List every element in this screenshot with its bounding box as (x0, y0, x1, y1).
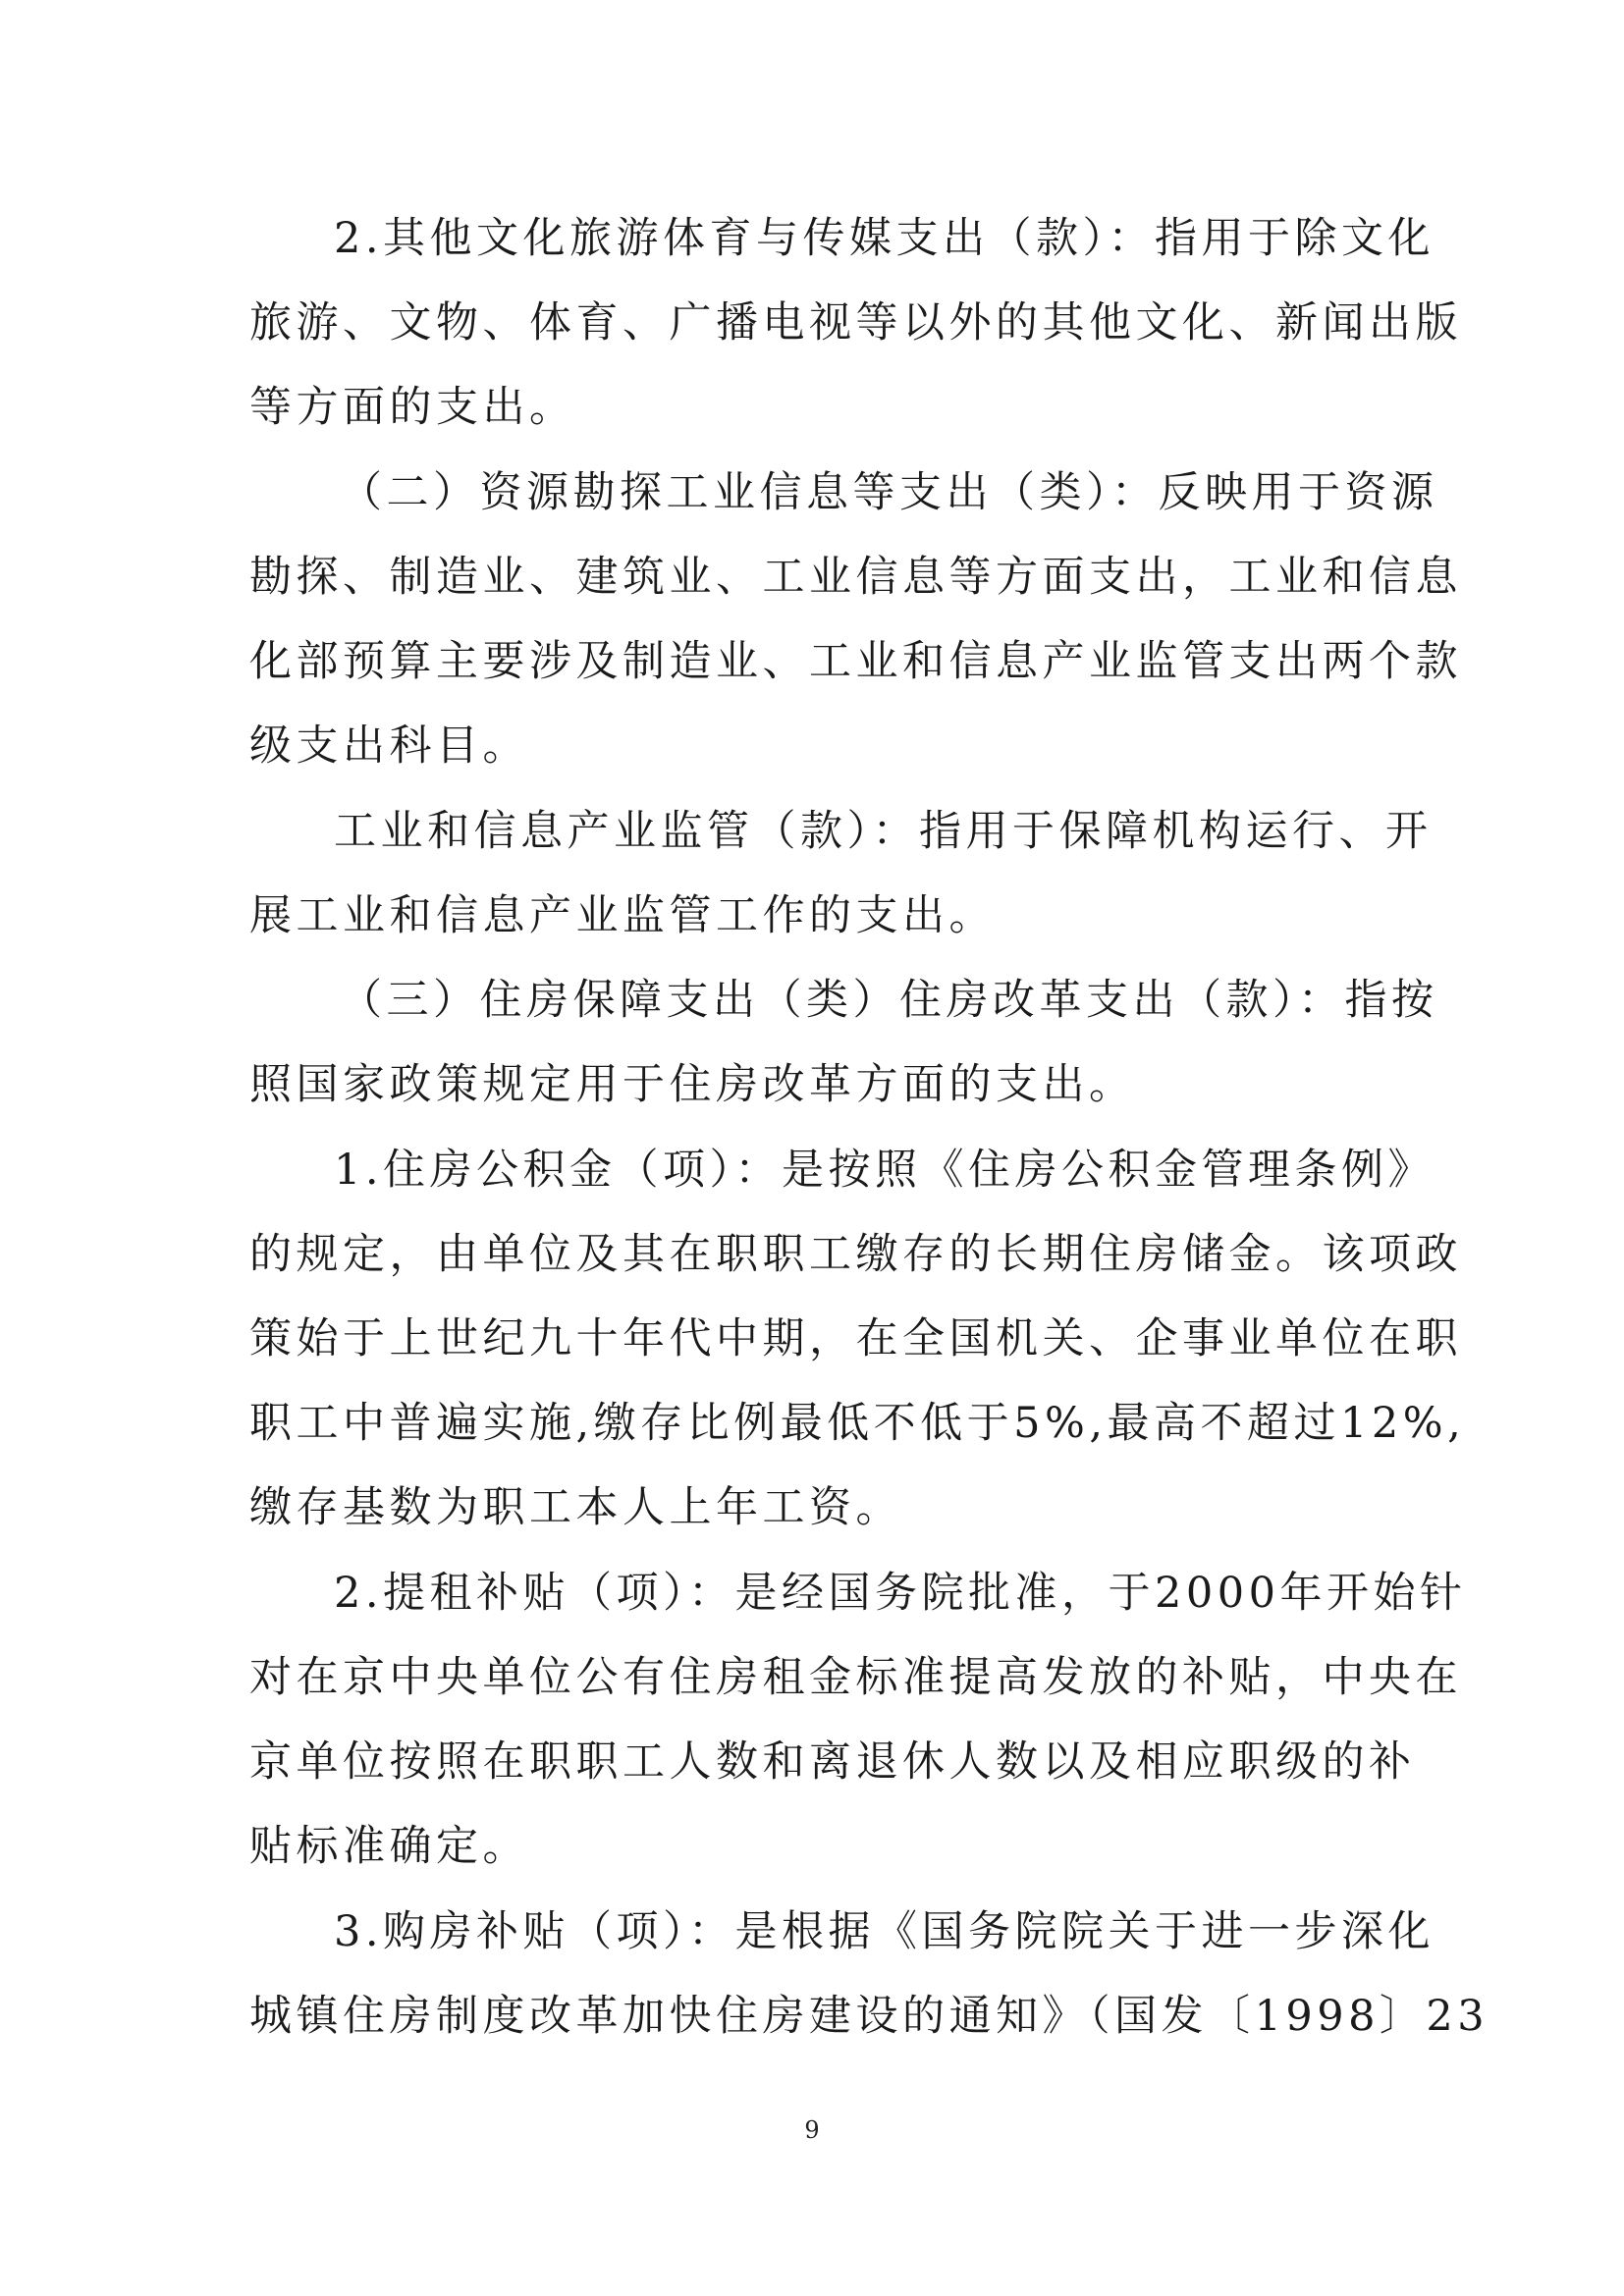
paragraph-line: （三）住房保障支出（类）住房改革支出（款）：指按 (340, 976, 1438, 1025)
paragraph-line: 勘探、制造业、建筑业、工业信息等方面支出，工业和信息 (249, 553, 1462, 602)
paragraph-line: 的规定，由单位及其在职职工缴存的长期住房储金。该项政 (249, 1230, 1462, 1279)
paragraph-line: （二）资源勘探工业信息等支出（类）：反映用于资源 (340, 468, 1438, 517)
paragraph-line: 照国家政策规定用于住房改革方面的支出。 (249, 1060, 1136, 1109)
paragraph-line: 职工中普遍实施,缴存比例最低不低于5%,最高不超过12%, (249, 1399, 1466, 1448)
paragraph-line: 京单位按照在职职工人数和离退休人数以及相应职级的补 (249, 1737, 1416, 1787)
paragraph-line: 旅游、文物、体育、广播电视等以外的其他文化、新闻出版 (249, 298, 1462, 347)
paragraph-line: 级支出科目。 (249, 721, 529, 771)
paragraph-line: 化部预算主要涉及制造业、工业和信息产业监管支出两个款 (249, 637, 1462, 686)
page-number: 9 (804, 2116, 820, 2144)
paragraph-line: 贴标准确定。 (249, 1822, 529, 1871)
paragraph-line: 3.购房补贴（项）：是根据《国务院院关于进一步深化 (334, 1907, 1435, 1956)
paragraph-line: 等方面的支出。 (249, 383, 576, 432)
paragraph-line: 对在京中央单位公有住房租金标准提高发放的补贴，中央在 (249, 1653, 1462, 1702)
paragraph-line: 策始于上世纪九十年代中期，在全国机关、企事业单位在职 (249, 1314, 1462, 1363)
paragraph-line: 2.其他文化旅游体育与传媒支出（款）：指用于除文化 (334, 214, 1435, 263)
paragraph-line: 1.住房公积金（项）：是按照《住房公积金管理条例》 (334, 1146, 1435, 1195)
paragraph-line: 城镇住房制度改革加快住房建设的通知》（国发〔1998〕23 (249, 1992, 1489, 2041)
paragraph-line: 缴存基数为职工本人上年工资。 (249, 1483, 902, 1532)
paragraph-line: 展工业和信息产业监管工作的支出。 (249, 891, 996, 940)
paragraph-line: 2.提租补贴（项）：是经国务院批准，于2000年开始针 (334, 1569, 1467, 1618)
paragraph-line: 工业和信息产业监管（款）：指用于保障机构运行、开 (334, 807, 1433, 856)
